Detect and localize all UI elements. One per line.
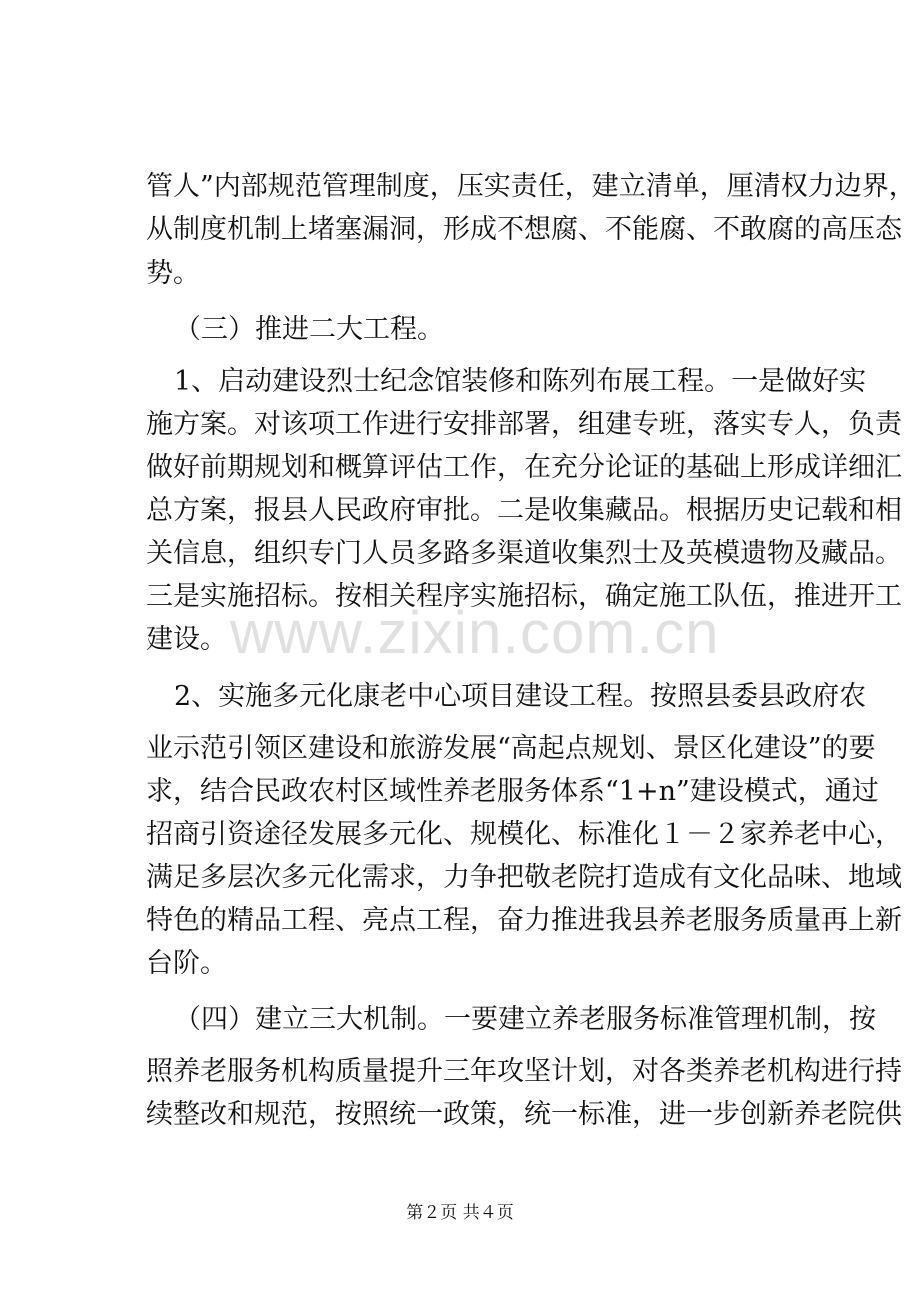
text-line: 招商引资途径发展多元化、规模化、标准化１－２家养老中心， bbox=[146, 819, 902, 850]
text-line: 照养老服务机构质量提升三年攻坚计划，对各类养老机构进行持 bbox=[146, 1056, 902, 1087]
watermark: www.zixin.com.cn bbox=[230, 599, 720, 666]
section-heading: （三）推进二大工程。 bbox=[174, 314, 444, 345]
text-line: 从制度机制上堵塞漏洞，形成不想腐、不能腐、不敢腐的高压态 bbox=[146, 214, 902, 245]
text-line: 管人”内部规范管理制度，压实责任，建立清单，厘清权力边界， bbox=[146, 171, 916, 202]
text-line: 建设。 bbox=[146, 624, 227, 655]
text-line: 业示范引领区建设和旅游发展“高起点规划、景区化建设”的要 bbox=[146, 733, 876, 764]
text-line: 续整改和规范，按照统一政策，统一标准，进一步创新养老院供 bbox=[146, 1099, 902, 1130]
text-line: 做好前期规划和概算评估工作，在充分论证的基础上形成详细汇 bbox=[146, 452, 902, 483]
text-line: 满足多层次多元化需求，力争把敬老院打造成有文化品味、地域 bbox=[146, 862, 902, 893]
text-line: 三是实施招标。按相关程序实施招标，确定施工队伍，推进开工 bbox=[146, 581, 902, 612]
text-line: 2、实施多元化康老中心项目建设工程。按照县委县政府农 bbox=[174, 681, 867, 712]
page-number: 第２页 共４页 bbox=[406, 1203, 514, 1223]
text-line: 特色的精品工程、亮点工程，奋力推进我县养老服务质量再上新 bbox=[146, 905, 902, 936]
text-line: 施方案。对该项工作进行安排部署，组建专班，落实专人，负责 bbox=[146, 409, 902, 440]
text-line: 关信息，组织专门人员多路多渠道收集烈士及英模遗物及藏品。 bbox=[146, 538, 902, 569]
text-line: 求，结合民政农村区域性养老服务体系“1+n”建设模式，通过 bbox=[146, 776, 879, 807]
text-line: 1、启动建设烈士纪念馆装修和陈列布展工程。一是做好实 bbox=[174, 366, 867, 397]
text-line: 总方案，报县人民政府审批。二是收集藏品。根据历史记载和相 bbox=[146, 495, 902, 526]
text-line: 台阶。 bbox=[146, 948, 227, 979]
section-heading: （四）建立三大机制。一要建立养老服务标准管理机制，按 bbox=[174, 1004, 876, 1035]
text-line: 势。 bbox=[146, 258, 200, 289]
